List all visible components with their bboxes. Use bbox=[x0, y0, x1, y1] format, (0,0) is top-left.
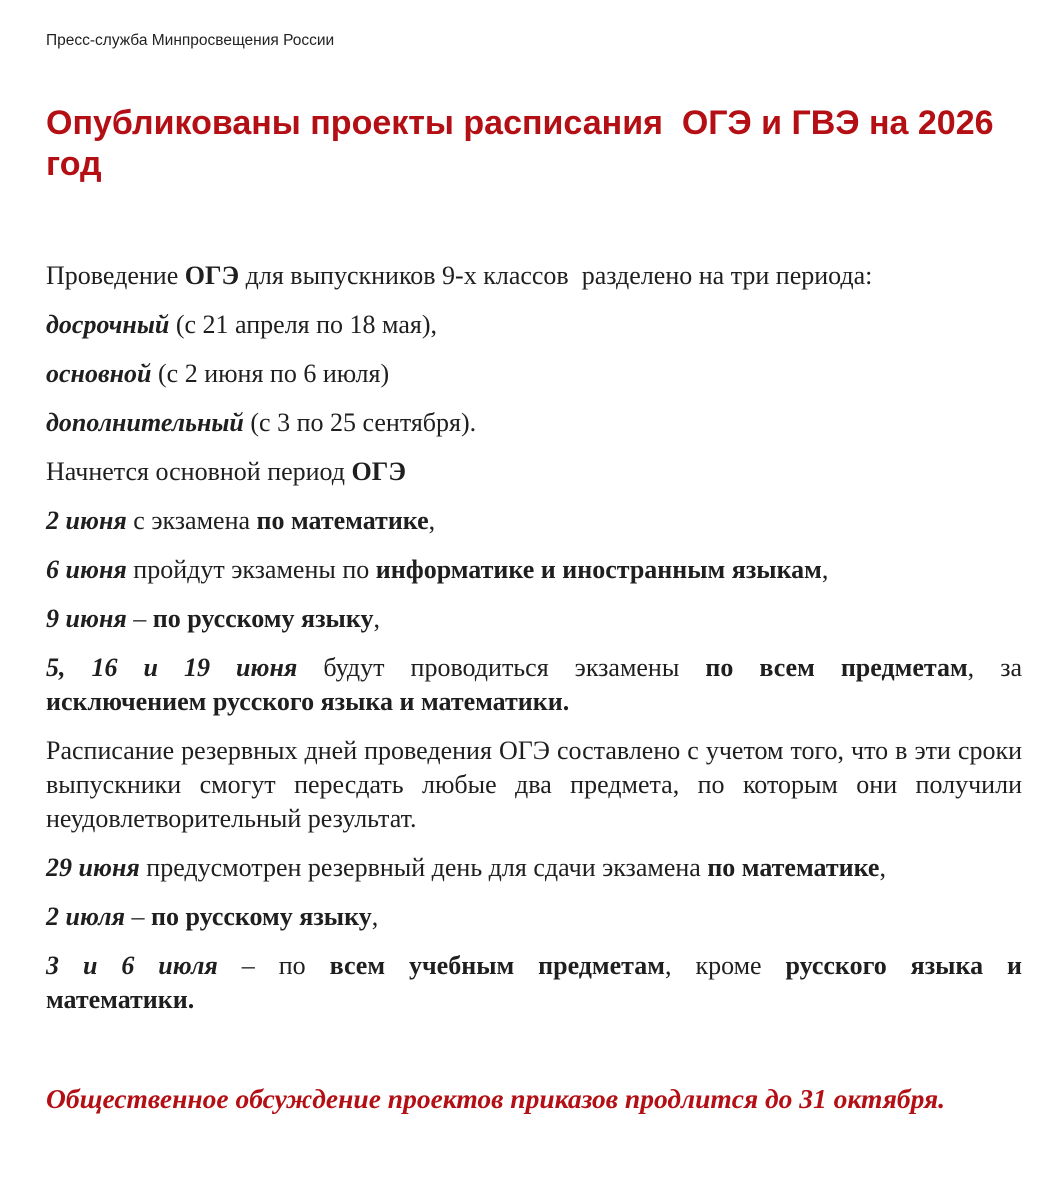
reserve-line-math: 29 июня предусмотрен резервный день для сдачи экзамена по математике, bbox=[46, 853, 886, 882]
period-early: досрочный (с 21 апреля по 18 мая), bbox=[46, 310, 437, 339]
intro-paragraph: Проведение ОГЭ для выпускников 9-х классов разделено на три периода: bbox=[46, 261, 873, 290]
exam-line-all-subjects: 5, 16 и 19 июня будут проводиться экзамены по всем предметам, за bbox=[46, 653, 1023, 682]
main-period-start: Начнется основной период ОГЭ bbox=[46, 457, 406, 486]
exam-line-math: 2 июня с экзамена по математике, bbox=[46, 506, 436, 535]
exam-line-all-subjects-cont: исключением русского языка и математики. bbox=[46, 687, 570, 716]
page-title: Опубликованы проекты расписания ОГЭ и ГВЭ на 2026 год bbox=[46, 104, 1003, 183]
reserve-line-russian: 2 июля – по русскому языку, bbox=[46, 902, 379, 931]
reserve-line-all-subjects: 3 и 6 июля – по всем учебным предметам, кроме русского языка и bbox=[46, 951, 1023, 980]
press-service-label: Пресс-служба Минпросвещения России bbox=[46, 32, 335, 49]
public-discussion-note: Общественное обсуждение проектов приказов продлится до 31 октября. bbox=[46, 1083, 946, 1114]
oge-term: ОГЭ bbox=[184, 261, 240, 290]
reserve-note-paragraph: Расписание резервных дней проведения ОГЭ составлено с учетом того, что в эти сроки выпускники смогут пересдать любые два предмета, по которым они получили неудовлетворительный результат. bbox=[46, 736, 1029, 833]
period-main: основной (с 2 июня по 6 июля) bbox=[46, 359, 390, 388]
article-body bbox=[46, 259, 1029, 1032]
reserve-line-all-subjects-cont: математики. bbox=[46, 985, 195, 1014]
exam-line-russian: 9 июня – по русскому языку, bbox=[46, 604, 380, 633]
exam-line-informatics: 6 июня пройдут экзамены по информатике и иностранным языкам, bbox=[46, 555, 829, 584]
period-additional: дополнительный (с 3 по 25 сентября). bbox=[46, 408, 477, 437]
